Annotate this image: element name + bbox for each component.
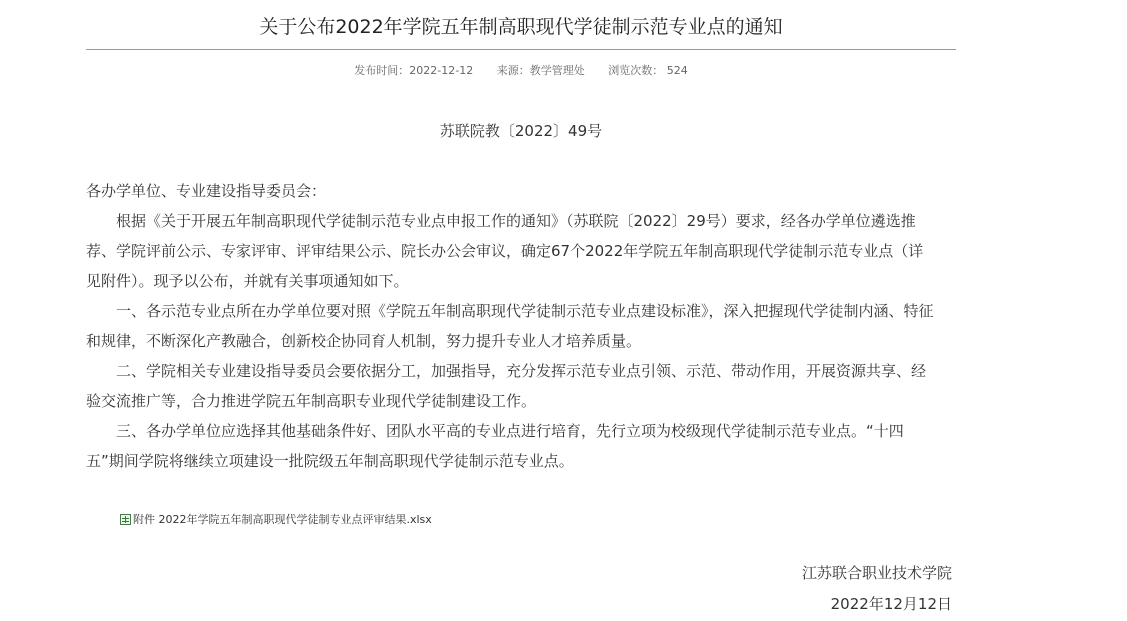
publish-date-label: 发布时间： [354, 64, 410, 77]
views-value: 524 [666, 64, 688, 77]
paragraph-intro: 根据《关于开展五年制高职现代学徒制示范专业点申报工作的通知》（苏联院〔2022〕29号）要求，经各办学单位遴选推荐、学院评前公示、专家评审、评审结果公示、院长办公会审议，确定67个2022年学院五年制高职现代学徒制示范专业点（详见附件）。现予以公布，并就有关事项通知如下。 [86, 212, 924, 290]
signature-organization: 江苏联合职业技术学院 [801, 564, 952, 582]
source-value: 教学管理处 [529, 64, 585, 77]
xls-file-icon [120, 514, 131, 525]
paragraph-item-3: 三、各办学单位应选择其他基础条件好、团队水平高的专业点进行培育，先行立项为校级现代学徒制示范专业点。“十四五”期间学院将继续立项建设一批院级五年制高职现代学徒制示范专业点。 [86, 422, 904, 470]
publish-date-meta [354, 64, 473, 77]
greeting: 各办学单位、专业建设指导委员会： [86, 182, 327, 200]
article-body [86, 176, 938, 476]
paragraph-item-1: 一、各示范专业点所在办学单位要对照《学院五年制高职现代学徒制示范专业点建设标准》，深入把握现代学徒制内涵、特征和规律，不断深化产教融合，创新校企协同育人机制，努力提升专业人才培养质量。 [86, 302, 934, 350]
title-divider [86, 49, 956, 50]
article-meta [86, 62, 956, 78]
publish-date-value: 2022-12-12 [409, 64, 474, 77]
attachment-link[interactable] [120, 511, 432, 527]
source-meta [497, 64, 585, 77]
source-label: 来源： [496, 64, 530, 77]
paragraph-item-2: 二、学院相关专业建设指导委员会要依据分工，加强指导，充分发挥示范专业点引领、示范、带动作用，开展资源共享、经验交流推广等，合力推进学院五年制高职专业现代学徒制建设工作。 [86, 362, 927, 410]
views-meta [608, 64, 688, 77]
signature-date: 2022年12月12日 [830, 595, 952, 613]
views-label: 浏览次数： [608, 64, 664, 77]
page-title: 关于公布2022年学院五年制高职现代学徒制示范专业点的通知 [259, 16, 783, 38]
document-number: 苏联院教〔2022〕49号 [439, 122, 603, 140]
attachment-label[interactable]: 附件 2022年学院五年制高职现代学徒制专业点评审结果.xlsx [133, 513, 432, 526]
